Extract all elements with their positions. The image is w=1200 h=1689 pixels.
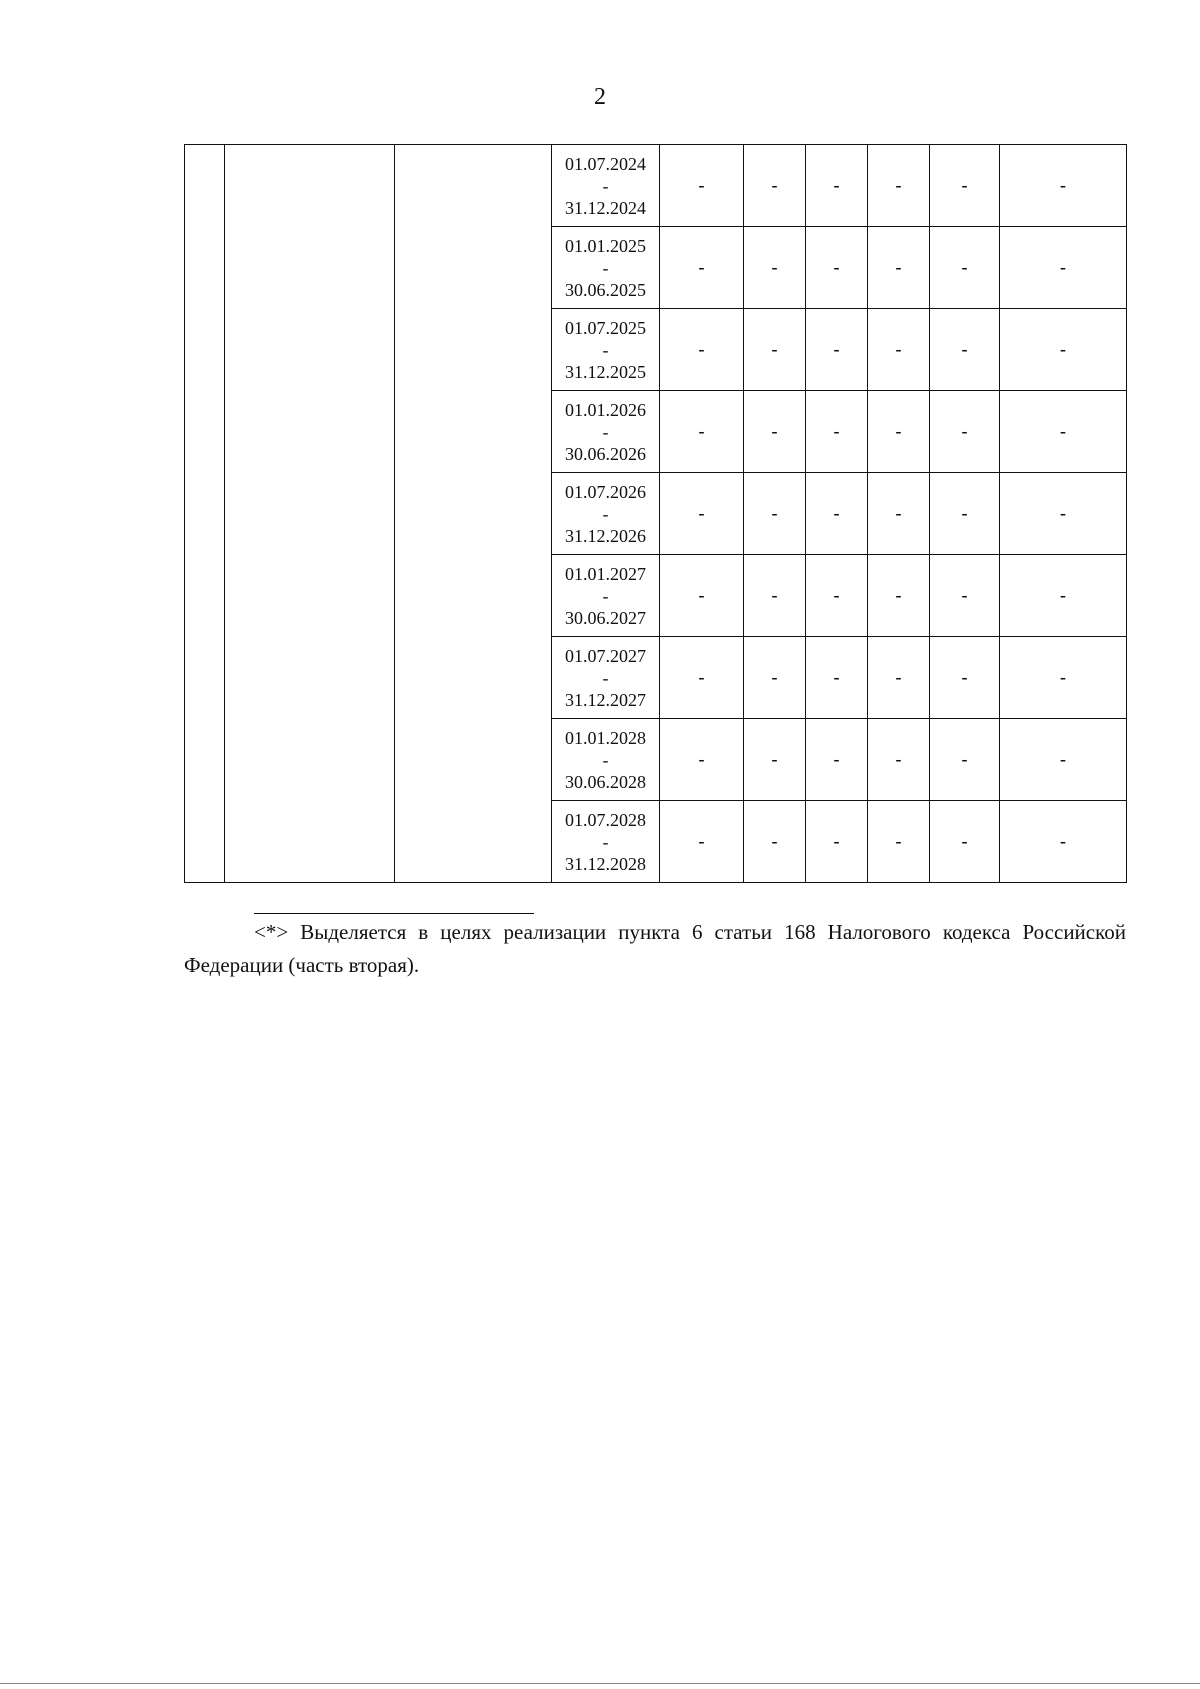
value-cell: - [930, 227, 1000, 309]
period-separator: - [602, 585, 609, 606]
period-start: 01.07.2025 [565, 317, 646, 338]
period-end: 31.12.2027 [565, 689, 646, 710]
value-cell: - [744, 391, 806, 473]
value-cell: - [930, 555, 1000, 637]
period-start: 01.07.2027 [565, 645, 646, 666]
value-cell: - [744, 801, 806, 883]
value-cell: - [868, 473, 930, 555]
table-col-1-cell [185, 145, 225, 883]
value-cell: - [744, 473, 806, 555]
value-cell: - [806, 145, 868, 227]
value-cell: - [930, 801, 1000, 883]
period-start: 01.07.2026 [565, 481, 646, 502]
footnote-text: <*> Выделяется в целях реализации пункта 6 статьи 168 Налогового кодекса Российской Федерации (часть вторая). [184, 920, 1126, 977]
period-end: 30.06.2028 [565, 771, 646, 792]
period-end: 31.12.2026 [565, 525, 646, 546]
value-cell: - [868, 555, 930, 637]
period-end: 30.06.2026 [565, 443, 646, 464]
value-cell: - [1000, 801, 1127, 883]
value-cell: - [1000, 227, 1127, 309]
period-cell [552, 719, 660, 801]
value-cell: - [806, 391, 868, 473]
value-cell: - [806, 555, 868, 637]
value-cell: - [930, 637, 1000, 719]
value-cell: - [868, 145, 930, 227]
period-start: 01.01.2025 [565, 235, 646, 256]
period-cell [552, 555, 660, 637]
page-number: 2 [594, 84, 606, 110]
value-cell: - [1000, 555, 1127, 637]
schedule-table [184, 144, 1127, 883]
period-separator: - [602, 257, 609, 278]
value-cell: - [744, 637, 806, 719]
period-separator: - [602, 831, 609, 852]
value-cell: - [930, 391, 1000, 473]
period-start: 01.01.2028 [565, 727, 646, 748]
value-cell: - [744, 719, 806, 801]
period-separator: - [602, 667, 609, 688]
period-separator: - [602, 749, 609, 770]
period-start: 01.07.2028 [565, 809, 646, 830]
period-separator: - [602, 175, 609, 196]
table-col-3-cell [395, 145, 552, 883]
value-cell: - [930, 473, 1000, 555]
period-start: 01.01.2027 [565, 563, 646, 584]
value-cell: - [660, 473, 744, 555]
value-cell: - [1000, 145, 1127, 227]
value-cell: - [868, 309, 930, 391]
value-cell: - [744, 309, 806, 391]
value-cell: - [806, 227, 868, 309]
value-cell: - [868, 801, 930, 883]
value-cell: - [1000, 637, 1127, 719]
period-end: 31.12.2024 [565, 197, 646, 218]
table-col-2-cell [225, 145, 395, 883]
table-row [185, 145, 1127, 227]
value-cell: - [868, 391, 930, 473]
value-cell: - [660, 309, 744, 391]
value-cell: - [660, 227, 744, 309]
period-cell [552, 227, 660, 309]
value-cell: - [660, 801, 744, 883]
period-cell [552, 391, 660, 473]
value-cell: - [1000, 391, 1127, 473]
period-start: 01.01.2026 [565, 399, 646, 420]
period-cell [552, 309, 660, 391]
value-cell: - [660, 145, 744, 227]
period-end: 31.12.2025 [565, 361, 646, 382]
value-cell: - [930, 719, 1000, 801]
period-separator: - [602, 503, 609, 524]
schedule-table-body [185, 145, 1127, 883]
value-cell: - [868, 719, 930, 801]
value-cell: - [660, 555, 744, 637]
period-separator: - [602, 421, 609, 442]
value-cell: - [806, 473, 868, 555]
value-cell: - [744, 145, 806, 227]
value-cell: - [868, 637, 930, 719]
value-cell: - [806, 801, 868, 883]
value-cell: - [806, 309, 868, 391]
value-cell: - [868, 227, 930, 309]
value-cell: - [660, 637, 744, 719]
value-cell: - [744, 227, 806, 309]
value-cell: - [744, 555, 806, 637]
period-end: 30.06.2025 [565, 279, 646, 300]
period-end: 30.06.2027 [565, 607, 646, 628]
value-cell: - [660, 719, 744, 801]
value-cell: - [1000, 473, 1127, 555]
footnote-divider [254, 913, 534, 914]
period-separator: - [602, 339, 609, 360]
value-cell: - [930, 309, 1000, 391]
period-cell [552, 637, 660, 719]
period-cell [552, 473, 660, 555]
period-start: 01.07.2024 [565, 153, 646, 174]
value-cell: - [660, 391, 744, 473]
value-cell: - [806, 719, 868, 801]
period-cell [552, 145, 660, 227]
value-cell: - [1000, 719, 1127, 801]
scan-edge-line [0, 1683, 1200, 1684]
value-cell: - [806, 637, 868, 719]
value-cell: - [1000, 309, 1127, 391]
period-end: 31.12.2028 [565, 853, 646, 874]
value-cell: - [930, 145, 1000, 227]
period-cell [552, 801, 660, 883]
